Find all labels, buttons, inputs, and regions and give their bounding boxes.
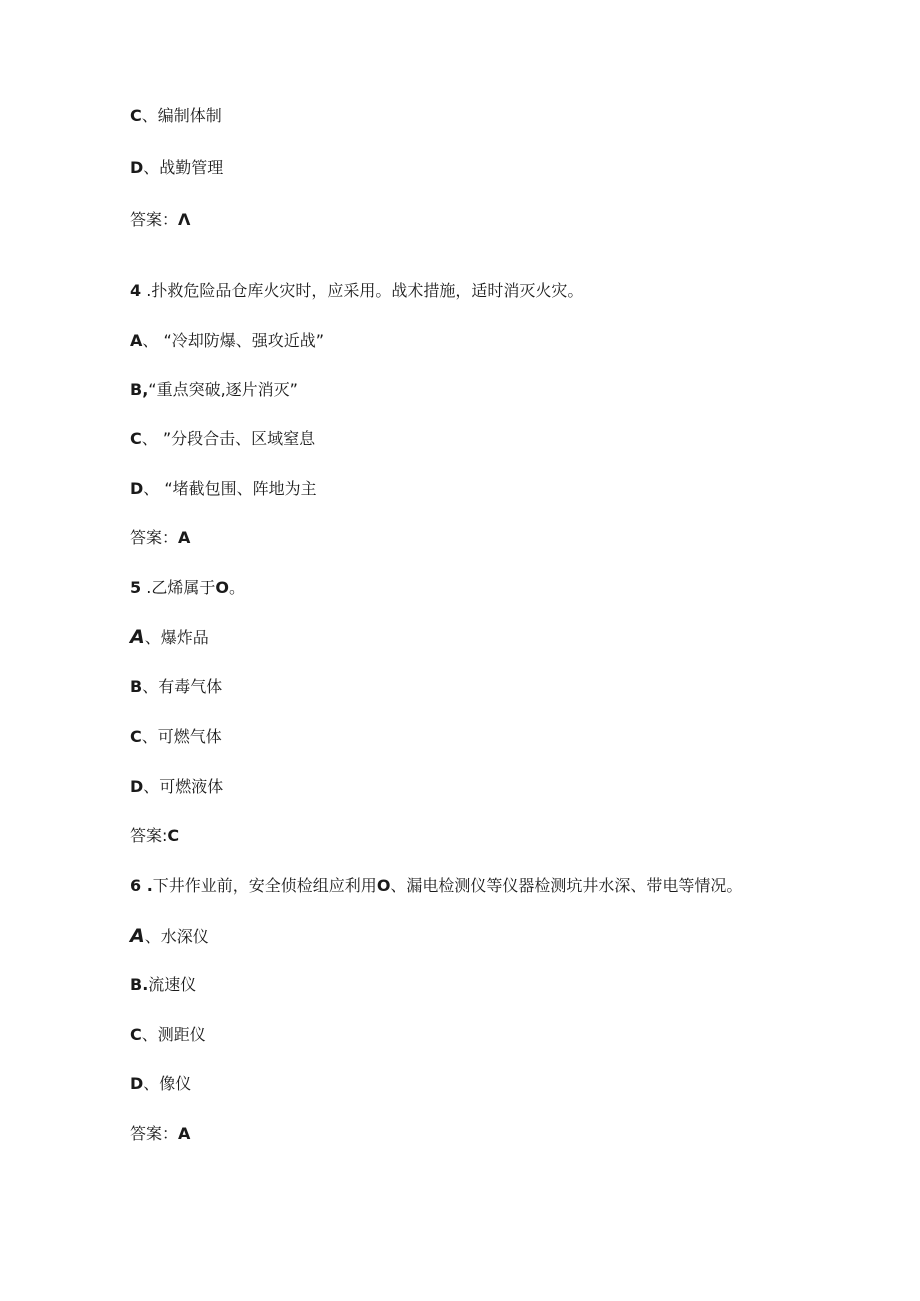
q5-answer (130, 826, 179, 846)
option-letter: D (130, 1074, 144, 1093)
option-letter: C (130, 727, 142, 746)
blank-mark: O (376, 876, 391, 895)
option-letter: C (130, 1025, 142, 1044)
q4-option-a (130, 331, 324, 351)
q4-option-c (130, 429, 315, 449)
option-text: 、测距仪 (141, 1025, 206, 1044)
option-text: 、水深仪 (144, 927, 209, 946)
question-text: 下井作业前，安全侦检组应利用 (152, 876, 377, 895)
q5-stem (130, 578, 245, 598)
answer-value: A (178, 528, 191, 547)
question-text-cont: 、漏电检测仪等仪器检测坑井水深、带电等情况。 (390, 876, 743, 895)
q6-option-a (130, 926, 209, 947)
answer-value: A (178, 1124, 191, 1143)
question-number: 5 (130, 578, 142, 597)
q3-option-d (130, 158, 223, 178)
option-letter: B, (130, 380, 149, 399)
option-text: 流速仪 (148, 975, 197, 994)
answer-label: 答案： (130, 210, 179, 229)
option-letter: D (130, 479, 144, 498)
option-letter: B. (130, 975, 149, 994)
question-text: .乙烯属于 (141, 578, 216, 597)
blank-mark: O (215, 578, 229, 597)
option-text: 、像仪 (143, 1074, 192, 1093)
answer-label: 答案: (130, 826, 168, 845)
q4-option-d (130, 479, 317, 499)
option-text: 、可燃气体 (141, 727, 222, 746)
option-text: 、 “堵截包围、阵地为主 (143, 479, 317, 498)
option-text: 、战勤管理 (143, 158, 224, 177)
option-letter: A (130, 925, 145, 947)
q6-answer (130, 1124, 190, 1144)
q5-option-b (130, 677, 222, 697)
question-number: 4 (130, 281, 142, 300)
question-text: .扑救危险品仓库火灾时，应采用。战术措施，适时消灭火灾。 (141, 281, 584, 300)
q6-stem (130, 876, 742, 896)
option-text: 、爆炸品 (144, 628, 209, 647)
q6-option-b (130, 975, 196, 995)
option-letter: D (130, 158, 144, 177)
q6-option-c (130, 1025, 206, 1045)
option-text: 、编制体制 (141, 106, 222, 125)
option-letter: A (130, 626, 145, 648)
q5-option-a (130, 627, 209, 648)
answer-label: 答案： (130, 1124, 179, 1143)
answer-label: 答案： (130, 528, 179, 547)
q5-option-d (130, 777, 223, 797)
option-text: “重点突破,逐片消灭” (148, 380, 298, 399)
question-dot: . (141, 876, 153, 895)
q5-option-c (130, 727, 222, 747)
option-text: 、 “冷却防爆、强攻近战” (142, 331, 325, 350)
option-letter: A (130, 331, 143, 350)
q6-option-d (130, 1074, 191, 1094)
question-end: 。 (228, 578, 245, 597)
option-text: 、可燃液体 (143, 777, 224, 796)
q3-option-c (130, 106, 222, 126)
q4-stem (130, 281, 583, 301)
q4-option-b (130, 380, 298, 400)
option-letter: C (130, 106, 142, 125)
q3-answer (130, 210, 190, 230)
answer-value: Λ (178, 210, 191, 229)
q4-answer (130, 528, 190, 548)
question-number: 6 (130, 876, 142, 895)
option-text: 、 ”分段合击、区域窒息 (141, 429, 316, 448)
option-letter: C (130, 429, 142, 448)
answer-value: C (167, 826, 180, 845)
option-text: 、有毒气体 (142, 677, 223, 696)
option-letter: D (130, 777, 144, 796)
option-letter: B (130, 677, 143, 696)
